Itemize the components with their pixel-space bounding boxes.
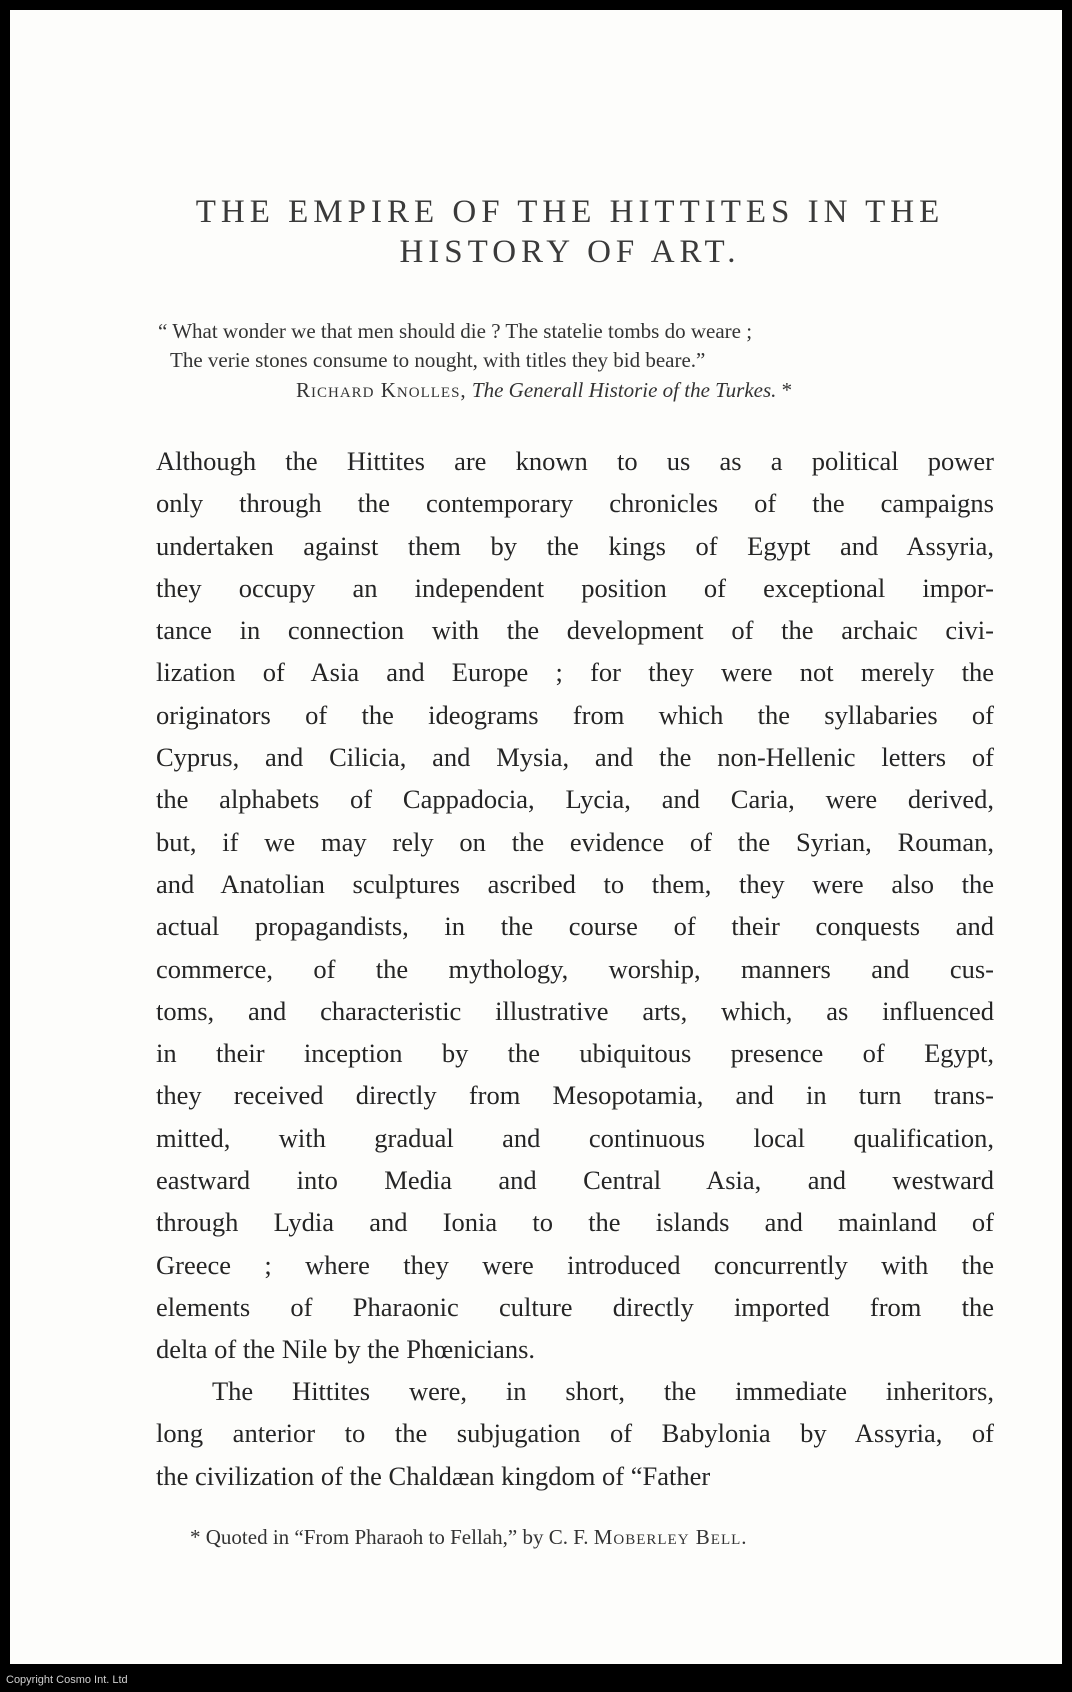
text-line: elements of Pharaonic culture directly imported from the [156,1291,994,1322]
text-line: in their inception by the ubiquitous presence of Egypt, [156,1038,994,1069]
footnote [190,1525,970,1550]
text-line: Although the Hittites are known to us as a political power [156,446,994,476]
text-line: actual propagandists, in the course of their conquests and [156,911,994,942]
text-line: the alphabets of Cappadocia, Lycia, and Caria, were derived, [156,784,994,815]
text-line: The Hittites were, in short, the immediate inheritors, [212,1376,994,1406]
epigraph-line-1: “ What wonder we that men should die ? The statelie tombs do weare ; [158,319,753,343]
article-title-line-1: THE EMPIRE OF THE HITTITES IN THE [195,194,945,230]
text-line: Cyprus, and Cilicia, and Mysia, and the non-Hellenic letters of [156,742,994,773]
text-line: long anterior to the subjugation of Babylonia by Assyria, of [156,1418,994,1449]
attribution-work: The Generall Historie of the Turkes. [471,378,777,402]
text-line: they received directly from Mesopotamia, and in turn trans- [156,1080,994,1111]
text-line: lization of Asia and Europe ; for they were not merely the [156,657,994,688]
attribution-footnote-mark: * [776,378,793,402]
copyright-notice: Copyright Cosmo Int. Ltd [6,1674,128,1686]
text-line: and Anatolian sculptures ascribed to them, they were also the [156,868,994,899]
text-line: Greece ; where they were introduced concurrently with the [156,1249,994,1280]
text-line: only through the contemporary chronicles of the campaigns [156,488,994,519]
epigraph-line-2: The verie stones consume to nought, with titles they bid beare.” [170,348,706,372]
text-line: eastward into Media and Central Asia, and westward [156,1165,994,1196]
footnote-author: Moberley Bell. [593,1525,748,1549]
text-line: through Lydia and Ionia to the islands and mainland of [156,1207,994,1238]
text-line: the civilization of the Chaldæan kingdom of “Father [156,1460,711,1491]
text-line: mitted, with gradual and continuous local qualification, [156,1122,994,1153]
epigraph-attribution [296,376,1072,405]
text-line: originators of the ideograms from which the syllabaries of [156,699,994,730]
footnote-text: * Quoted in “From Pharaoh to Fellah,” by C. F. [190,1525,594,1549]
text-line: undertaken against them by the kings of Egypt and Assyria, [156,530,994,561]
paragraph-1 [156,440,994,1371]
text-line: they occupy an independent position of exceptional impor- [156,572,994,603]
text-line: toms, and characteristic illustrative arts, which, as influenced [156,995,994,1026]
article-title-line-2: HISTORY OF ART. [399,234,741,270]
attribution-author: Richard Knolles, [296,378,467,402]
text-line: delta of the Nile by the Phœnicians. [156,1334,536,1365]
paragraph-2 [156,1370,994,1497]
text-line: tance in connection with the development of the archaic civi- [156,615,994,646]
text-line: but, if we may rely on the evidence of the Syrian, Rouman, [156,826,994,857]
text-line: commerce, of the mythology, worship, manners and cus- [156,953,994,984]
